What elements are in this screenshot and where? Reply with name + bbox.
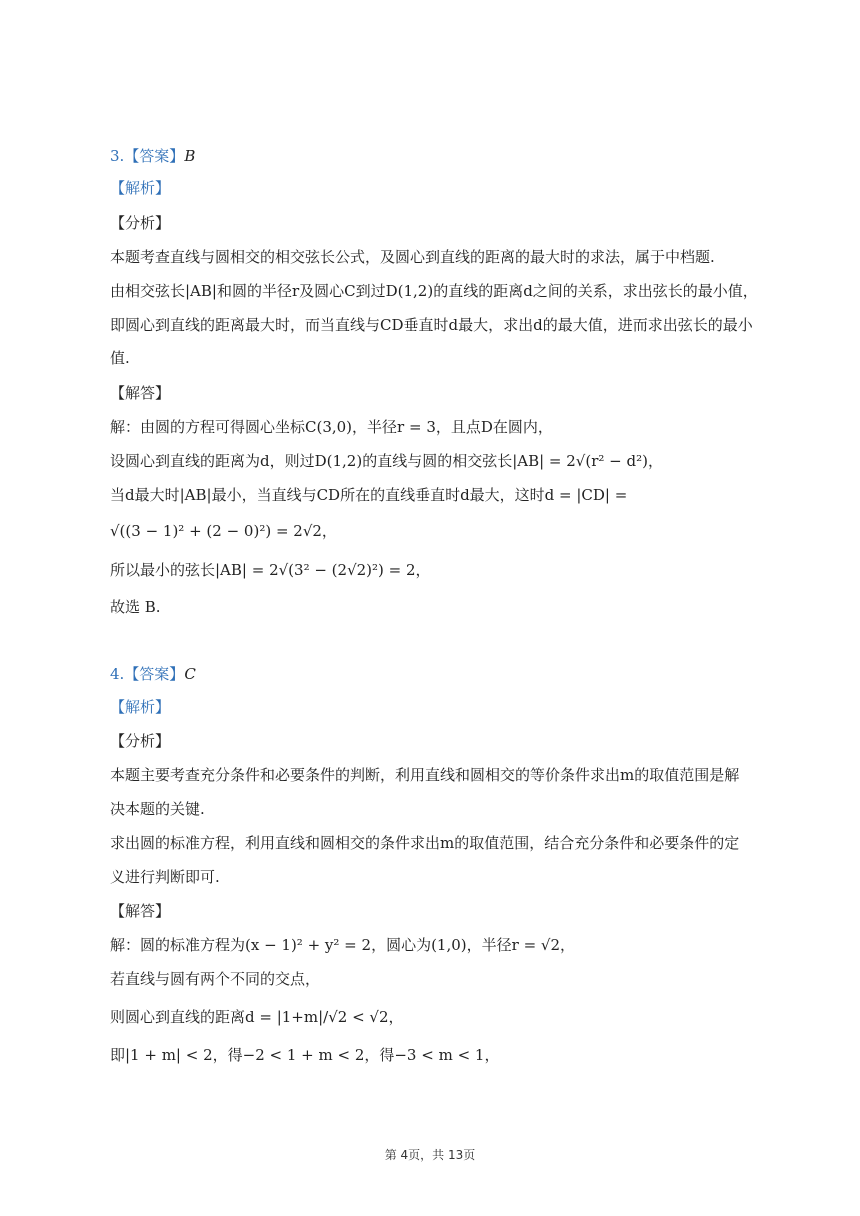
q3-answer-value: B xyxy=(184,147,196,165)
q4-fenxi-line-2: 决本题的关键. xyxy=(110,800,205,818)
q4-fenxi-heading: 【分析】 xyxy=(110,732,171,750)
q3-answer-line xyxy=(110,146,195,166)
q4-answer-value: C xyxy=(184,665,196,683)
q4-jieda-heading: 【解答】 xyxy=(110,902,171,920)
q4-jieda-line-3: 则圆心到直线的距离d = |1+m|/√2 < √2， xyxy=(110,1008,404,1026)
q3-fenxi-line-1: 本题考查直线与圆相交的相交弦长公式，及圆心到直线的距离的最大时的求法，属于中档题. xyxy=(110,248,715,266)
q4-jieda-line-2: 若直线与圆有两个不同的交点， xyxy=(110,970,321,988)
q4-jiexi-heading: 【解析】 xyxy=(110,698,171,716)
q4-answer-line xyxy=(110,664,196,684)
q4-jieda-line-1: 解：圆的标准方程为(x − 1)² + y² = 2，圆心为(1,0)，半径r = √2， xyxy=(110,936,576,954)
q4-fenxi-line-4: 义进行判断即可. xyxy=(110,868,220,886)
q4-jieda-line-4: 即|1 + m| < 2，得−2 < 1 + m < 2，得−3 < m < 1， xyxy=(110,1046,500,1064)
page-footer: 第 4页，共 13页 xyxy=(384,1148,476,1162)
q3-fenxi-line-2: 由相交弦长|AB|和圆的半径r及圆心C到过D(1,2)的直线的距离d之间的关系，求出弦长的最小值， xyxy=(110,282,758,300)
q3-jieda-line-1: 解：由圆的方程可得圆心坐标C(3,0)，半径r = 3，且点D在圆内， xyxy=(110,418,553,436)
q3-jieda-line-5: 所以最小的弦长|AB| = 2√(3² − (2√2)²) = 2， xyxy=(110,561,431,579)
q4-fenxi-line-3: 求出圆的标准方程，利用直线和圆相交的条件求出m的取值范围，结合充分条件和必要条件的定 xyxy=(110,834,740,852)
q3-jieda-heading: 【解答】 xyxy=(110,384,171,402)
q3-jieda-line-3: 当d最大时|AB|最小，当直线与CD所在的直线垂直时d最大，这时d = |CD| = xyxy=(110,486,628,504)
q4-answer-head: 4.【答案】 xyxy=(110,665,185,683)
q3-jiexi-heading: 【解析】 xyxy=(110,179,171,197)
q3-fenxi-heading: 【分析】 xyxy=(110,214,171,232)
q3-jieda-line-6: 故选 B. xyxy=(110,598,161,616)
q3-jieda-line-2: 设圆心到直线的距离为d，则过D(1,2)的直线与圆的相交弦长|AB| = 2√(r² − d²)， xyxy=(110,452,663,470)
q3-jieda-line-4: √((3 − 1)² + (2 − 0)²) = 2√2， xyxy=(110,522,337,540)
q3-fenxi-line-3: 即圆心到直线的距离最大时，而当直线与CD垂直时d最大，求出d的最大值，进而求出弦长的最小 xyxy=(110,316,753,334)
q3-fenxi-line-4: 值. xyxy=(110,349,130,367)
q4-fenxi-line-1: 本题主要考查充分条件和必要条件的判断，利用直线和圆相交的等价条件求出m的取值范围是解 xyxy=(110,766,740,784)
q3-answer-head: 3.【答案】 xyxy=(110,147,185,165)
